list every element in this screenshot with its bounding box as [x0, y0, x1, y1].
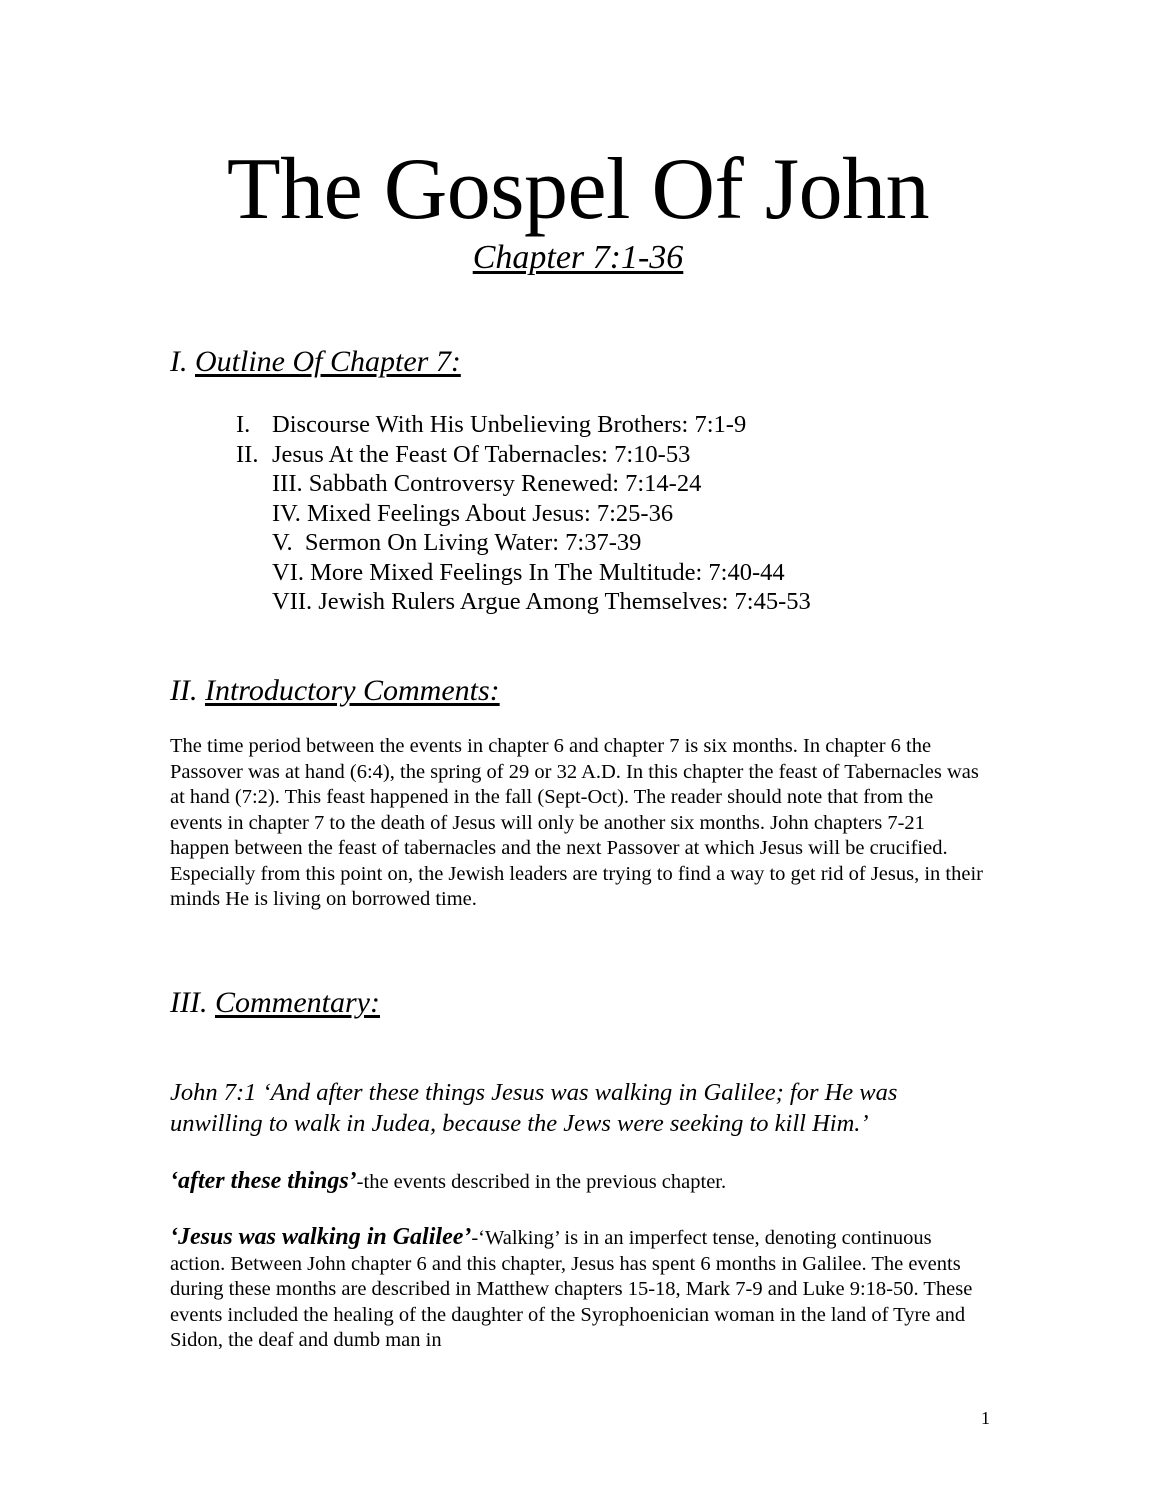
outline-item-number: VI. — [272, 558, 304, 586]
section-heading-outline — [170, 342, 461, 382]
document-subtitle: Chapter 7:1-36 — [472, 239, 684, 276]
commentary-note — [170, 1225, 986, 1354]
commentary-text: -‘Walking’ is in an imperfect tense, denoting continuous action. Between John chapter 6 and this chapter, Jesus has spent 6 months in Galilee. The events during these months are described in Matthew chapters 15-18, Mark 7-9 and Luke 9:18-50. These events included the healing of the daughter of the Syrophoenician woman in the land of Tyre and Sidon, the deaf and dumb man in — [170, 1227, 973, 1351]
outline-item-text: Mixed Feelings About Jesus: 7:25-36 — [306, 499, 674, 527]
section-title: Commentary: — [214, 986, 380, 1019]
commentary-text: -the events described in the previous chapter. — [356, 1171, 727, 1193]
outline-item — [236, 528, 811, 558]
section-heading-commentary — [170, 983, 380, 1023]
chapter-outline-list — [236, 410, 811, 617]
section-numeral: I. — [170, 345, 188, 378]
outline-item-text: Discourse With His Unbelieving Brothers: 7:1-9 — [272, 411, 747, 438]
outline-item-number: IV. — [272, 499, 301, 527]
outline-item-number: VII. — [272, 588, 313, 615]
page-number: 1 — [981, 1408, 990, 1428]
outline-item — [236, 558, 811, 588]
outline-item — [236, 587, 811, 617]
outline-item-text: More Mixed Feelings In The Multitude: 7:40-44 — [310, 558, 785, 586]
outline-item-number: III. — [272, 470, 303, 497]
section-title: Outline Of Chapter 7: — [195, 345, 461, 378]
commentary-note — [170, 1169, 986, 1196]
outline-item-text: Jesus At the Feast Of Tabernacles: 7:10-53 — [272, 440, 691, 468]
scripture-verse: John 7:1 ‘And after these things Jesus was walking in Galilee; for He was unwilling to walk in Judea, because the Jews were seeking to kill Him.’ — [170, 1079, 898, 1137]
outline-item-number: II. — [236, 440, 259, 468]
outline-item-text: Jewish Rulers Argue Among Themselves: 7:45-53 — [318, 588, 811, 615]
outline-item — [236, 440, 811, 470]
outline-item-text: Sermon On Living Water: 7:37-39 — [304, 529, 642, 556]
commentary-term: ‘Jesus was walking in Galilee’ — [170, 1224, 472, 1250]
commentary-term: ‘after these things’ — [170, 1168, 357, 1194]
section-title: Introductory Comments: — [204, 674, 500, 707]
document-title: The Gospel Of John — [226, 141, 930, 238]
section-numeral: III. — [170, 986, 208, 1019]
section-numeral: II. — [170, 674, 198, 707]
introductory-paragraph: The time period between the events in chapter 6 and chapter 7 is six months. In chapter 6 the Passover was at hand (6:4), the spring of 29 or 32 A.D. In this chapter the feast of Tabernacles was at hand (7:2). This feast happened in the fall (Sept-Oct). The reader should note that from the events in chapter 7 to the death of Jesus will only be another six months. John chapters 7-21 happen between the feast of tabernacles and the next Passover at which Jesus will be crucified. Especially from this point on, the Jewish leaders are trying to find a way to get rid of Jesus, in their minds He is living on borrowed time. — [170, 735, 983, 910]
outline-item-text: Sabbath Controversy Renewed: 7:14-24 — [308, 470, 702, 497]
outline-item — [236, 469, 811, 499]
outline-item-number: V. — [272, 529, 293, 556]
outline-item-number: I. — [236, 411, 251, 438]
outline-item — [236, 499, 811, 529]
outline-item — [236, 410, 811, 440]
section-heading-introductory — [170, 671, 500, 711]
